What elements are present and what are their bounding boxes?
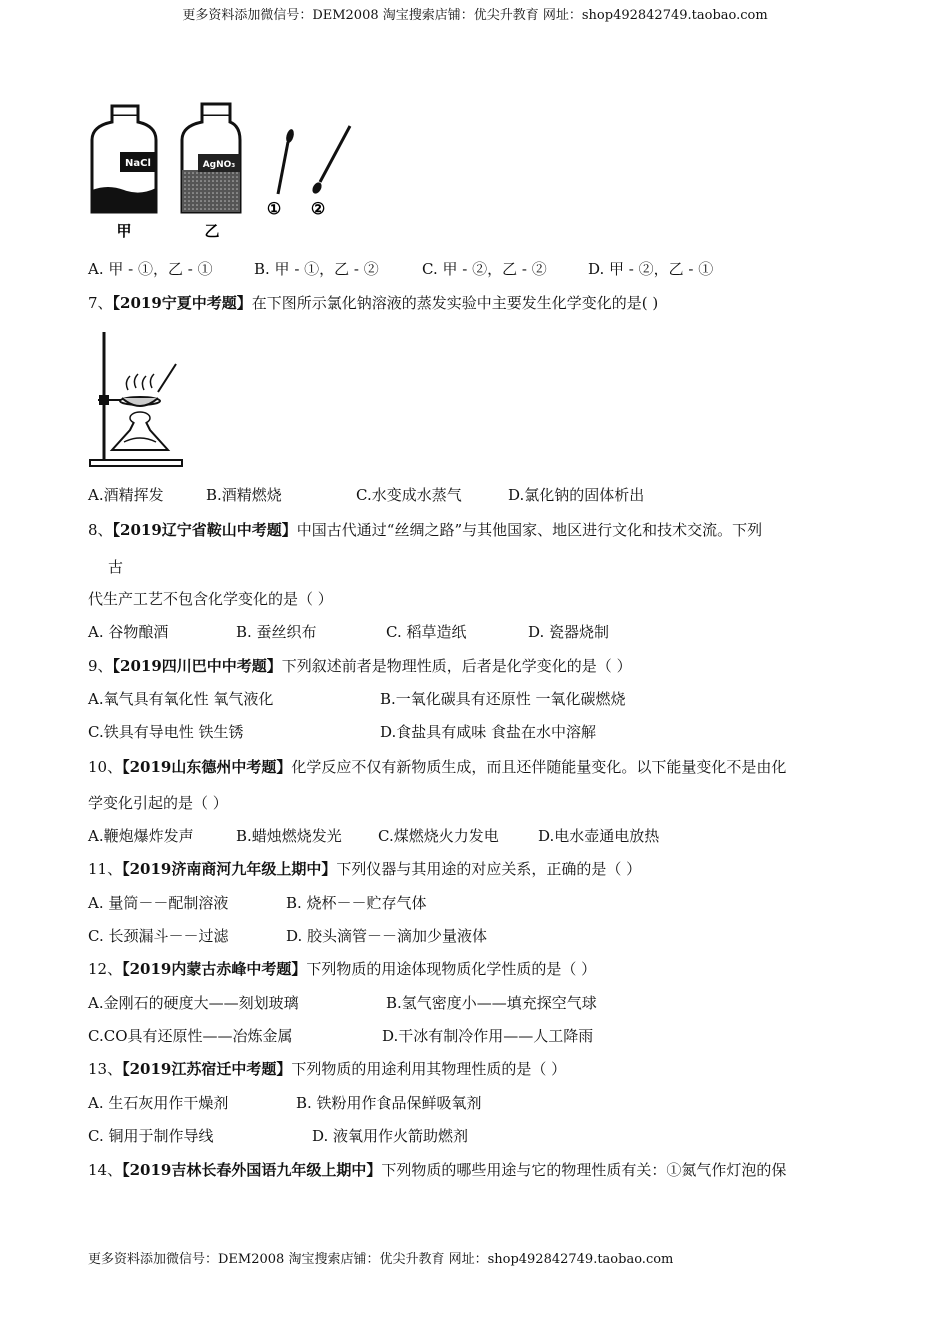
q8-text-cont: 古 xyxy=(108,558,124,576)
q12-number: 12、 xyxy=(88,960,123,978)
q9-option-a: A.氧气具有氧化性 氧气液化 xyxy=(88,690,274,708)
q6-option-b: B. 甲 - ①，乙 - ② xyxy=(254,260,379,278)
q7-option-c: C.水变成水蒸气 xyxy=(356,486,462,504)
q11-option-d: D. 胶头滴管－－滴加少量液体 xyxy=(286,927,488,945)
q7-source-tag: 【2019宁夏中考题】 xyxy=(112,294,252,312)
q13-text: 下列物质的用途利用其物理性质的是（ ） xyxy=(291,1060,567,1078)
q11-source-tag: 【2019济南商河九年级上期中】 xyxy=(122,860,337,878)
q9-number: 9、 xyxy=(88,657,113,675)
q13-stem xyxy=(88,1059,566,1079)
q8-option-a: A. 谷物酿酒 xyxy=(88,623,169,641)
q6-option-d: D. 甲 - ②，乙 - ① xyxy=(588,260,714,278)
q11-number: 11、 xyxy=(88,860,123,878)
q12-option-b: B.氢气密度小——填充探空气球 xyxy=(386,994,597,1012)
q8-number: 8、 xyxy=(88,521,113,539)
q7-number: 7、 xyxy=(88,294,113,312)
q12-text: 下列物质的用途体现物质化学性质的是（ ） xyxy=(306,960,597,978)
q7-text: 在下图所示氯化钠溶液的蒸发实验中主要发生化学变化的是( ) xyxy=(251,294,659,312)
q10-source-tag: 【2019山东德州中考题】 xyxy=(122,758,292,776)
dropper-tool xyxy=(278,128,295,194)
q12-stem xyxy=(88,959,596,979)
tool2-label: ② xyxy=(310,199,326,218)
q14-stem xyxy=(88,1160,786,1180)
q7-option-d: D.氯化钠的固体析出 xyxy=(508,486,645,504)
q9-option-c: C.铁具有导电性 铁生锈 xyxy=(88,723,244,741)
q9-option-b: B.一氧化碳具有还原性 一氧化碳燃烧 xyxy=(380,690,626,708)
q12-option-c: C.CO具有还原性——冶炼金属 xyxy=(88,1027,293,1045)
q8-option-b: B. 蚕丝织布 xyxy=(236,623,317,641)
q8-option-c: C. 稻草造纸 xyxy=(386,623,467,641)
q10-text-cont: 学变化引起的是（ ） xyxy=(88,794,228,812)
q11-option-a: A. 量筒－－配制溶液 xyxy=(88,894,229,912)
caption-yi: 乙 xyxy=(204,222,220,240)
q11-option-b: B. 烧杯－－贮存气体 xyxy=(286,894,427,912)
q13-option-b: B. 铁粉用作食品保鲜吸氧剂 xyxy=(296,1094,482,1112)
q14-source-tag: 【2019吉林长春外国语九年级上期中】 xyxy=(122,1161,382,1179)
q12-option-a: A.金刚石的硬度大——刻划玻璃 xyxy=(88,994,299,1012)
reagent-bottles-figure xyxy=(88,100,358,240)
caption-jia: 甲 xyxy=(116,222,132,240)
nacl-label: NaCl xyxy=(125,158,151,169)
q10-option-d: D.电水壶通电放热 xyxy=(538,827,660,845)
q7-option-b: B.酒精燃烧 xyxy=(206,486,282,504)
q8-text: 中国古代通过“丝绸之路”与其他国家、地区进行文化和技术交流。下列 xyxy=(296,521,763,539)
q14-number: 14、 xyxy=(88,1161,123,1179)
q13-number: 13、 xyxy=(88,1060,123,1078)
page-header: 更多资料添加微信号：DEM2008 淘宝搜索店铺：优尖升教育 网址：shop492842749.taobao.com xyxy=(182,8,768,23)
q10-option-c: C.煤燃烧火力发电 xyxy=(378,827,499,845)
q7-option-a: A.酒精挥发 xyxy=(88,486,164,504)
q7-stem xyxy=(88,293,658,313)
q13-option-a: A. 生石灰用作干燥剂 xyxy=(88,1094,229,1112)
agno3-label: AgNO₃ xyxy=(202,160,236,170)
q12-source-tag: 【2019内蒙古赤峰中考题】 xyxy=(122,960,307,978)
q10-option-a: A.鞭炮爆炸发声 xyxy=(88,827,194,845)
q6-option-a: A. 甲 - ①，乙 - ① xyxy=(88,260,213,278)
page-footer: 更多资料添加微信号：DEM2008 淘宝搜索店铺：优尖升教育 网址：shop492842749.taobao.com xyxy=(88,1252,674,1267)
q13-option-c: C. 铜用于制作导线 xyxy=(88,1127,214,1145)
q8-text-line3: 代生产工艺不包含化学变化的是（ ） xyxy=(88,590,333,608)
q10-text: 化学反应不仅有新物质生成，而且还伴随能量变化。以下能量变化不是由化 xyxy=(291,758,787,776)
q8-option-d: D. 瓷器烧制 xyxy=(528,623,610,641)
q9-stem xyxy=(88,656,632,676)
q11-option-c: C. 长颈漏斗－－过滤 xyxy=(88,927,229,945)
q12-option-d: D.干冰有制冷作用——人工降雨 xyxy=(382,1027,594,1045)
q13-source-tag: 【2019江苏宿迁中考题】 xyxy=(122,1060,292,1078)
q10-number: 10、 xyxy=(88,758,123,776)
nacl-bottle xyxy=(92,106,156,212)
q9-source-tag: 【2019四川巴中中考题】 xyxy=(112,657,282,675)
q13-option-d: D. 液氧用作火箭助燃剂 xyxy=(312,1127,469,1145)
q6-option-c: C. 甲 - ②，乙 - ② xyxy=(422,260,547,278)
q14-text: 下列物质的哪些用途与它的物理性质有关：①氮气作灯泡的保 xyxy=(381,1161,787,1179)
q11-text: 下列仪器与其用途的对应关系，正确的是（ ） xyxy=(336,860,642,878)
tool1-label: ① xyxy=(266,199,282,218)
spoon-tool xyxy=(311,126,350,195)
q9-text: 下列叙述前者是物理性质，后者是化学变化的是（ ） xyxy=(281,657,632,675)
q11-stem xyxy=(88,859,641,879)
evaporation-apparatus-figure xyxy=(88,328,188,468)
q10-stem xyxy=(88,757,786,777)
q8-source-tag: 【2019辽宁省鞍山中考题】 xyxy=(112,521,297,539)
q10-option-b: B.蜡烛燃烧发光 xyxy=(236,827,342,845)
q8-stem xyxy=(88,520,762,540)
agno3-bottle xyxy=(182,104,240,212)
q9-option-d: D.食盐具有咸味 食盐在水中溶解 xyxy=(380,723,597,741)
